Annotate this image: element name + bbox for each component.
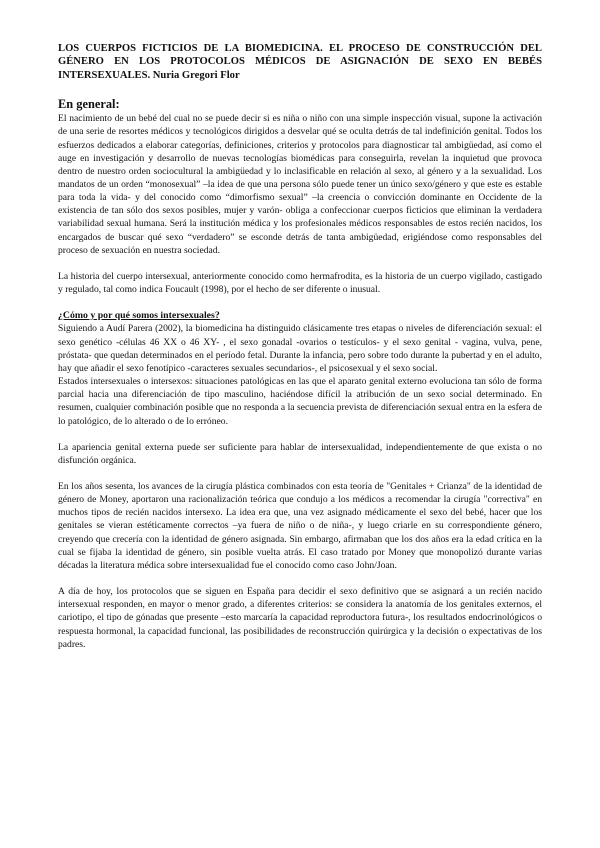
paragraph: El nacimiento de un bebé del cual no se puede decir si es niña o niño con una simple inspección visual, supone la activación de una serie de resortes médicos y tecnológicos dirigidos a desvelar qué se oculta detrás de tal indefinición genital. Todos los esfuerzos dedicados a elaborar categorías, definiciones, criterios y protocolos para diagnosticar tal ambigüedad, así como el auge en investigación y desarrollo de nuevas tecnologías biomédicas para conseguirla, revelan la inquietud que provoca dentro de nuestro orden sociocultural la ambigüedad y lo inclasificable en relación al sexo, al género y a la sexualidad. Los mandatos de un orden “monosexual” –la idea de que una persona sólo puede tener un único sexo/género y que este es estable para toda la vida- y del conocido como “dimorfismo sexual” –la creencia o convicción dominante en Occidente de la existencia de tan sólo dos sexos posibles, mujer y varón- obliga a confeccionar cuerpos ficticios que eliminan la verdadera variabilidad sexual humana. Será la institución médica y los profesionales médicos responsables de estos recién nacidos, los encargados de buscar qué sexo “verdadero” se esconde detrás de tanta ambigüedad, erigiéndose como responsables del proceso de sexuación en nuestra sociedad.: [58, 113, 542, 256]
paragraph: La historia del cuerpo intersexual, anteriormente conocido como hermafrodita, es la historia de un cuerpo vigilado, castigado y regulado, tal como indica Foucault (1998), por el hecho de ser diferente o inusual.: [58, 270, 542, 296]
paragraph: Siguiendo a Audí Parera (2002), la biomedicina ha distinguido clásicamente tres etapas o niveles de diferenciación sexual: el sexo genético -células 46 XX o 46 XY- , el sexo gonadal -ovarios o testículos- y el sexo genital - vagina, vulva, pene, próstata- que quedan determinados en el período fetal. Durante la infancia, pero sobre todo durante la pubertad y en el adulto, hay que añadir el sexo fenotípico -caracteres sexuales secundarios-, el psicosexual y el sexo social.: [58, 323, 542, 374]
document-title: LOS CUERPOS FICTICIOS DE LA BIOMEDICINA. EL PROCESO DE CONSTRUCCIÓN DEL GÉNERO EN LOS PROTOCOLOS MÉDICOS DE ASIGNACIÓN DE SEXO EN BEBÉS INTERSEXUALES. Nuria Gregori Flor: [58, 43, 542, 81]
paragraph: En los años sesenta, los avances de la cirugía plástica combinados con esta teoría de "Genitales + Crianza" de la identidad de género de Money, aportaron una racionalización teórica que condujo a los médicos a recomendar la cirugía "correctiva" en muchos tipos de recién nacidos intersexo. La idea era que, una vez asignado médicamente el sexo del bebé, hacer que los genitales se vieran estéticamente correctos –ya fuera de niño o de niña-, y luego criarle en su correspondiente género, creyendo que crecería con la identidad de género asignada. Sin embargo, afirmaban que los dos años era la edad crítica en la cual se fijaba la identidad de género, sin posible vuelta atrás. El caso tratado por Money que monopolizó durante varias décadas la literatura médica sobre intersexualidad fue el conocido como caso John/Joan.: [58, 480, 542, 571]
section-heading-why: ¿Cómo y por qué somos intersexuales?: [58, 310, 220, 322]
section-heading-general: En general:: [58, 97, 120, 112]
paragraph: A día de hoy, los protocolos que se siguen en España para decidir el sexo definitivo que se asignará a un recién nacido intersexual responden, en mayor o menor grado, a diferentes criterios: se considera la anatomía de los genitales externos, el cariotipo, el tipo de gónadas que presente –esto marcaría la capacidad reproductora futura-, los resultados endocrinológicos o respuesta hormonal, la capacidad funcional, las posibilidades de reconstrucción quirúrgica y la decisión o expectativas de los padres.: [58, 586, 542, 650]
paragraph: La apariencia genital externa puede ser suficiente para hablar de intersexualidad, independientemente de que exista o no disfunción orgánica.: [58, 441, 542, 466]
paragraph: Estados intersexuales o intersexos: situaciones patológicas en las que el aparato genital externo evoluciona tan sólo de forma parcial hacia una diferenciación de tipo masculino, haciéndose difícil la atribución de un sexo social determinado. En resumen, cualquier combinación posible que no responda a la secuencia prevista de diferenciación sexual entra en la esfera de lo patológico, de lo alterado o de lo erróneo.: [58, 376, 542, 427]
